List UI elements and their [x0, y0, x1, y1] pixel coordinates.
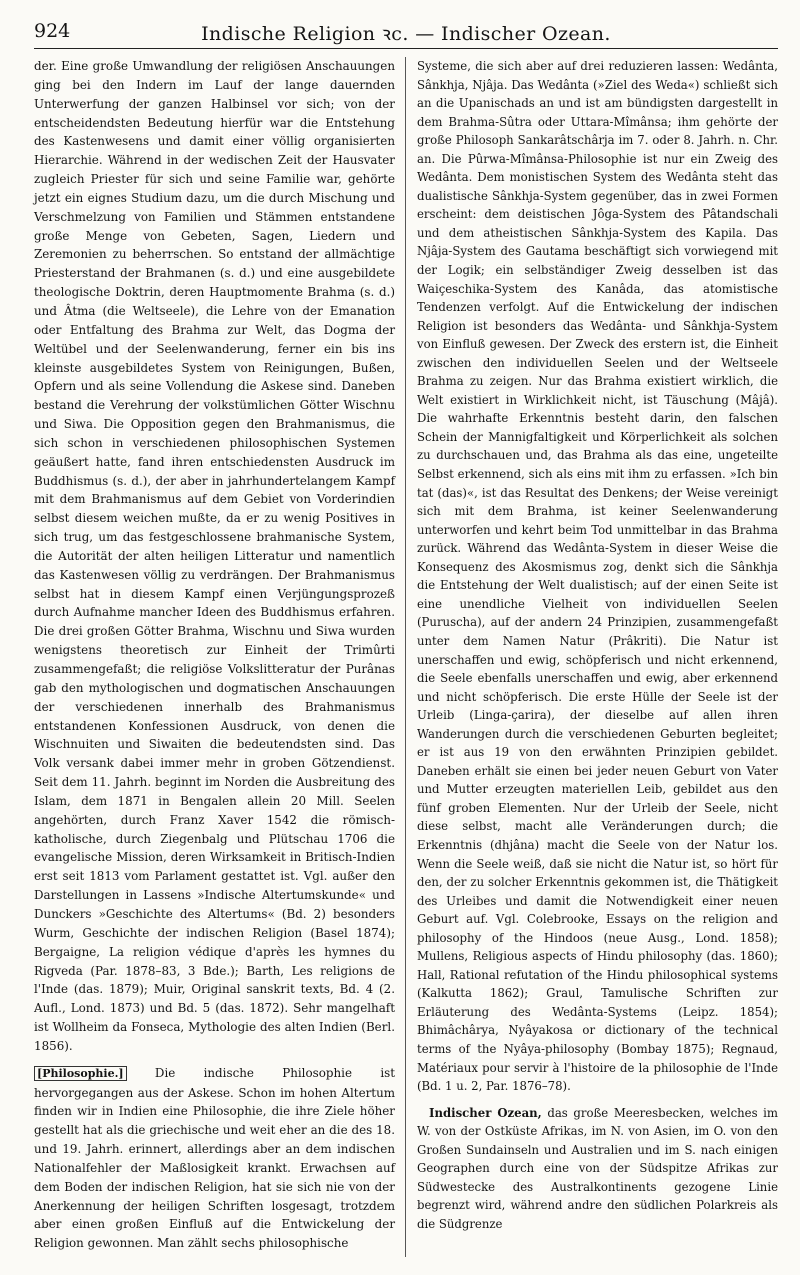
column-divider	[405, 57, 406, 1257]
section-heading-philosophie: [Philosophie.]	[34, 1066, 127, 1081]
right-column	[411, 57, 778, 1257]
left-column	[34, 57, 405, 1257]
ocean-paragraph: das große Meeresbecken, welches im W. von der Ostküste Afrikas, im N. von Asien, im O. von den Großen Sundainseln und Australien und im S. nach einigen Geographen durch eine von der Südspitze Afrikas zur Südwestecke des Australkontinents gezogene Linie begrenzt wird, während andre den südlichen Polarkreis als die Südgrenze	[417, 1105, 779, 1231]
ocean-entry	[417, 1104, 778, 1234]
religion-paragraph: der. Eine große Umwandlung der religiösen Anschauungen ging bei den Indern im Lauf der lange dauernden Unterwerfung der ganzen Halbinsel vor sich; von der entscheidendsten Bedeutung hierfür war die Entstehung des Kastenwesens und damit einer völlig organisierten Hierarchie. Während in der wedischen Zeit der Hausvater zugleich Priester für sich und seine Familie war, gehörte jetzt ein eignes Studium dazu, um die durch Mischung und Verschmelzung von Familien und Stämmen entstandene große Menge von Gebeten, Sagen, Liedern und Zeremonien zu beherrschen. So entstand der allmächtige Priesterstand der Brahmanen (s. d.) und eine ausgebildete theologische Doktrin, deren Hauptmomente Brahma (s. d.) und Âtma (die Weltseele), die Lehre von der Emanation oder Entfaltung des Brahma zur Welt, das Dogma der Weltübel und der Seelenwanderung, ferner ein bis ins kleinste ausgebildetes System von Reinigungen, Bußen, Opfern und als seine Vollendung die Askese sind. Daneben bestand die Verehrung der volkstümlichen Götter Wischnu und Siwa. Die Opposition gegen den Brahmanismus, die sich schon in verschiedenen philosophischen Systemen geäußert hatte, fand ihren entschiedensten Ausdruck im Buddhismus (s. d.), der aber in jahrhundertelangem Kampf mit dem Brahmanismus auf dem Gebiet von Vorderindien selbst diesem weichen mußte, da er zu wenig Positives in sich trug, um das festgeschlossene brahmanische System, die Autorität der alten heiligen Litteratur und namentlich das Kastenwesen völlig zu verdrängen. Der Brahmanismus selbst hat in diesem Kampf einen Verjüngungsprozeß durch Aufnahme mancher Ideen des Buddhismus erfahren. Die drei großen Götter Brahma, Wischnu und Siwa wurden wenigstens theoretisch zur Einheit der Trimûrti zusammengefaßt; die religiöse Volkslitteratur der Purânas gab den mythologischen und dogmatischen Anschauungen der verschiedenen innerhalb des Brahmanismus entstandenen Konfessionen Ausdruck, von denen die Wischnuiten und Siwaiten die bedeutendsten sind. Das Volk versank dabei immer mehr in groben Götzendienst. Seit dem 11. Jahrh. beginnt im Norden die Ausbreitung des Islam, dem 1871 in Bengalen allein 20 Mill. Seelen angehörten, durch Franz Xaver 1542 die römisch-katholische, durch Ziegenbalg und Plütschau 1706 die evangelische Mission, deren Wirksamkeit in Britisch-Indien erst seit 1813 vom Parlament gestattet ist. Vgl. außer den Darstellungen in Lassens »Indische Altertumskunde« und Dunckers »Geschichte des Altertums« (Bd. 2) besonders Wurm, Geschichte der indischen Religion (Basel 1874); Bergaigne, La religion védique d'après les hymnes du Rigveda (Par. 1878–83, 3 Bde.); Barth, Les religions de l'Inde (das. 1879); Muir, Original sanskrit texts, Bd. 4 (2. Aufl., Lond. 1873) und Bd. 5 (das. 1872). Sehr mangelhaft ist Wollheim da Fonseca, Mythologie des alten Indien (Berl. 1856).	[34, 59, 395, 1053]
entry-heading-indischer-ozean: Indischer Ozean,	[429, 1105, 542, 1120]
page-header	[34, 18, 778, 49]
text-columns	[34, 57, 778, 1257]
philosophy-paragraph: Die indische Philosophie ist hervorgegangen aus der Askese. Schon im hohen Altertum finden wir in Indien eine Philosophie, die ihre Ziele höher gestellt hat als die griechische und weit eher an die des 18. und 19. Jahrh. erinnert, allerdings aber an dem indischen Nationalfehler der Maßlosigkeit krankt. Erwachsen auf dem Boden der indischen Religion, hat sie sich nie von der Anerkennung der heiligen Schriften losgesagt, trotzdem aber einen großen Einfluß auf die Entwickelung der Religion gewonnen. Man zählt sechs philosophische	[34, 1065, 396, 1251]
page-number: 924	[34, 20, 71, 42]
systems-paragraph: Systeme, die sich aber auf drei reduzieren lassen: Wedânta, Sânkhja, Njâja. Das Wedânta (»Ziel des Weda«) schließt sich an die Upanischads an und ist am bündigsten dargestellt in dem Brahma-Sûtra oder Uttara-Mîmânsa; ihm gehörte der große Philosoph Sankarâtschârja im 7. oder 8. Jahrh. n. Chr. an. Die Pûrwa-Mîmânsa-Philosophie ist nur ein Zweig des Wedânta. Dem monistischen System des Wedânta steht das dualistische Sânkhja-System gegenüber, das in zwei Formen erscheint: dem deistischen Jôga-System des Pâtandschali und dem atheistischen Sânkhja-System des Kapila. Das Njâja-System des Gautama beschäftigt sich vorwiegend mit der Logik; ein selbständiger Zweig desselben ist das Waiçeschika-System des Kanâda, das atomistische Tendenzen verfolgt. Auf die Entwickelung der indischen Religion ist besonders das Wedânta- und Sânkhja-System von Einfluß gewesen. Der Zweck des erstern ist, die Einheit zwischen den individuellen Seelen und der Weltseele Brahma zu zeigen. Nur das Brahma existiert wirklich, die Welt existiert in Wirklichkeit nicht, ist Täuschung (Mâjâ). Die wahrhafte Erkenntnis besteht darin, den falschen Schein der Mannigfaltigkeit und Körperlichkeit als solchen zu durchschauen und, das Brahma als das eine, ungeteilte Selbst erkennend, sich als eins mit ihm zu erfassen. »Ich bin tat (das)«, ist das Resultat des Denkens; der Weise vereinigt sich mit dem Brahma, ist keiner Seelenwanderung unterworfen und kehrt beim Tod unmittelbar in das Brahma zurück. Während das Wedânta-System in dieser Weise die Konsequenz des Akosmismus zog, denkt sich die Sânkhja die Entstehung der Welt dualistisch; auf der einen Seite ist eine unendliche Vielheit von individuellen Seelen (Puruscha), auf der andern 24 Prinzipien, zusammengefaßt unter dem Namen Natur (Prâkriti). Die Natur ist unerschaffen und ewig, schöpferisch und nicht erkennend, die Seele ebenfalls unerschaffen und ewig, aber erkennend und nicht schöpferisch. Die erste Hülle der Seele ist der Urleib (Linga-çarira), der dieselbe auf allen ihren Wanderungen durch die verschiedenen Geburten begleitet; er ist aus 19 von den erwähnten Prinzipien gebildet. Daneben erhält sie einen bei jeder neuen Geburt von Vater und Mutter erzeugten materiellen Leib, gebildet aus den fünf groben Elementen. Nur der Urleib der Seele, nicht diese selbst, macht alle Veränderungen durch; die Erkenntnis (dhjâna) macht die Seele von der Natur los. Wenn die Seele weiß, daß sie nicht die Natur ist, so hört für den, der zu solcher Erkenntnis gekommen ist, die Thätigkeit des Urleibes und damit die Notwendigkeit einer neuen Geburt auf. Vgl. Colebrooke, Essays on the religion and philosophy of the Hindoos (neue Ausg., Lond. 1858); Mullens, Religious aspects of Hindu philosophy (das. 1860); Hall, Rational refutation of the Hindu philosophical systems (Kalkutta 1862); Graul, Tamulische Schriften zur Erläuterung des Wedânta-Systems (Leipz. 1854); Bhimâchârya, Nyâyakosa or dictionary of the technical terms of the Nyâya-philosophy (Bombay 1875); Regnaud, Matériaux pour servir à l'histoire de la philosophie de l'Inde (Bd. 1 u. 2, Par. 1876–78).	[417, 59, 778, 1094]
philosophy-section	[34, 1064, 395, 1253]
running-title: Indische Religion ꝛc. — Indischer Ozean.	[201, 23, 611, 45]
